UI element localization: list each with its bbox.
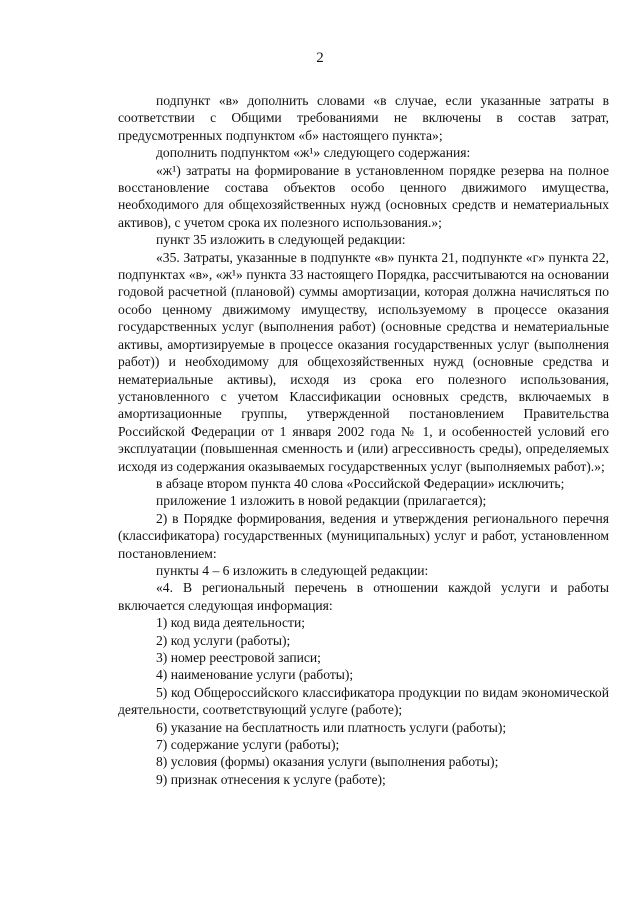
paragraph: в абзаце втором пункта 40 слова «Российской Федерации» исключить; xyxy=(156,475,565,491)
paragraph: пункты 4 – 6 изложить в следующей редакции: xyxy=(156,562,429,578)
list-item: 8) условия (формы) оказания услуги (выполнения работы); xyxy=(156,754,499,770)
list-item: 3) номер реестровой записи; xyxy=(156,650,321,665)
list-item: 1) код вида деятельности; xyxy=(156,615,305,631)
paragraph: подпункт «в» дополнить словами «в случае, если указанные затраты в соответствии с Общими требованиями не включены в состав затрат, предусмотренных подпунктом «б» настоящего пункта»; xyxy=(118,93,609,143)
document-body xyxy=(118,92,609,788)
paragraph: пункт 35 изложить в следующей редакции: xyxy=(156,232,406,248)
paragraph: 2) в Порядке формирования, ведения и утверждения регионального перечня (классификатора) государственных (муниципальных) услуг и работ, установленном постановлением: xyxy=(118,510,609,561)
paragraph: дополнить подпунктом «ж¹» следующего содержания: xyxy=(156,145,471,161)
paragraph: приложение 1 изложить в новой редакции (прилагается); xyxy=(156,493,487,509)
list-item: 4) наименование услуги (работы); xyxy=(156,667,354,683)
paragraph: «ж¹) затраты на формирование в установленном порядке резерва на полное восстановление состава объектов особо ценного движимого имущества, необходимого для общехозяйственных нужд (основных средств и нематериальных активов), с учетом срока их полезного использования.»; xyxy=(118,162,609,230)
list-item: 2) код услуги (работы); xyxy=(156,632,291,648)
paragraph: «35. Затраты, указанные в подпункте «в» пункта 21, подпункте «г» пункта 22, подпунктах «в», «ж¹» пункта 33 настоящего Порядка, рассчитываются на основании годовой расчетной (плановой) суммы амортизации, которая должна начисляться по особо ценному движимому имуществу, используемому в процессе оказания государственных услуг (выполнения работ) (основные средства и нематериальные активы, амортизируемые в процессе оказания государственных услуг (выполнения работ)) и необходимому для общехозяйственных нужд (основные средства и нематериальные активы), исходя из срока его полезного использования, установленного с учетом Классификации основных средств, включаемых в амортизационные группы, утвержденной постановлением Правительства Российской Федерации от 1 января 2002 года № 1, и особенностей условий его эксплуатации (повышенная сменность и (или) агрессивность среды), определяемых исходя из содержания оказываемых государственных услуг (выполняемых работ).»; xyxy=(118,249,609,474)
list-item: 6) указание на бесплатность или платность услуги (работы); xyxy=(156,719,507,735)
list-item: 7) содержание услуги (работы); xyxy=(156,737,340,753)
list-item: 9) признак отнесения к услуге (работе); xyxy=(156,771,386,787)
list-item: 5) код Общероссийского классификатора продукции по видам экономической деятельности, соответствующий услуге (работе); xyxy=(118,684,609,718)
page-number: 2 xyxy=(316,50,324,66)
paragraph: «4. В региональный перечень в отношении каждой услуги и работы включается следующая информация: xyxy=(118,580,609,613)
